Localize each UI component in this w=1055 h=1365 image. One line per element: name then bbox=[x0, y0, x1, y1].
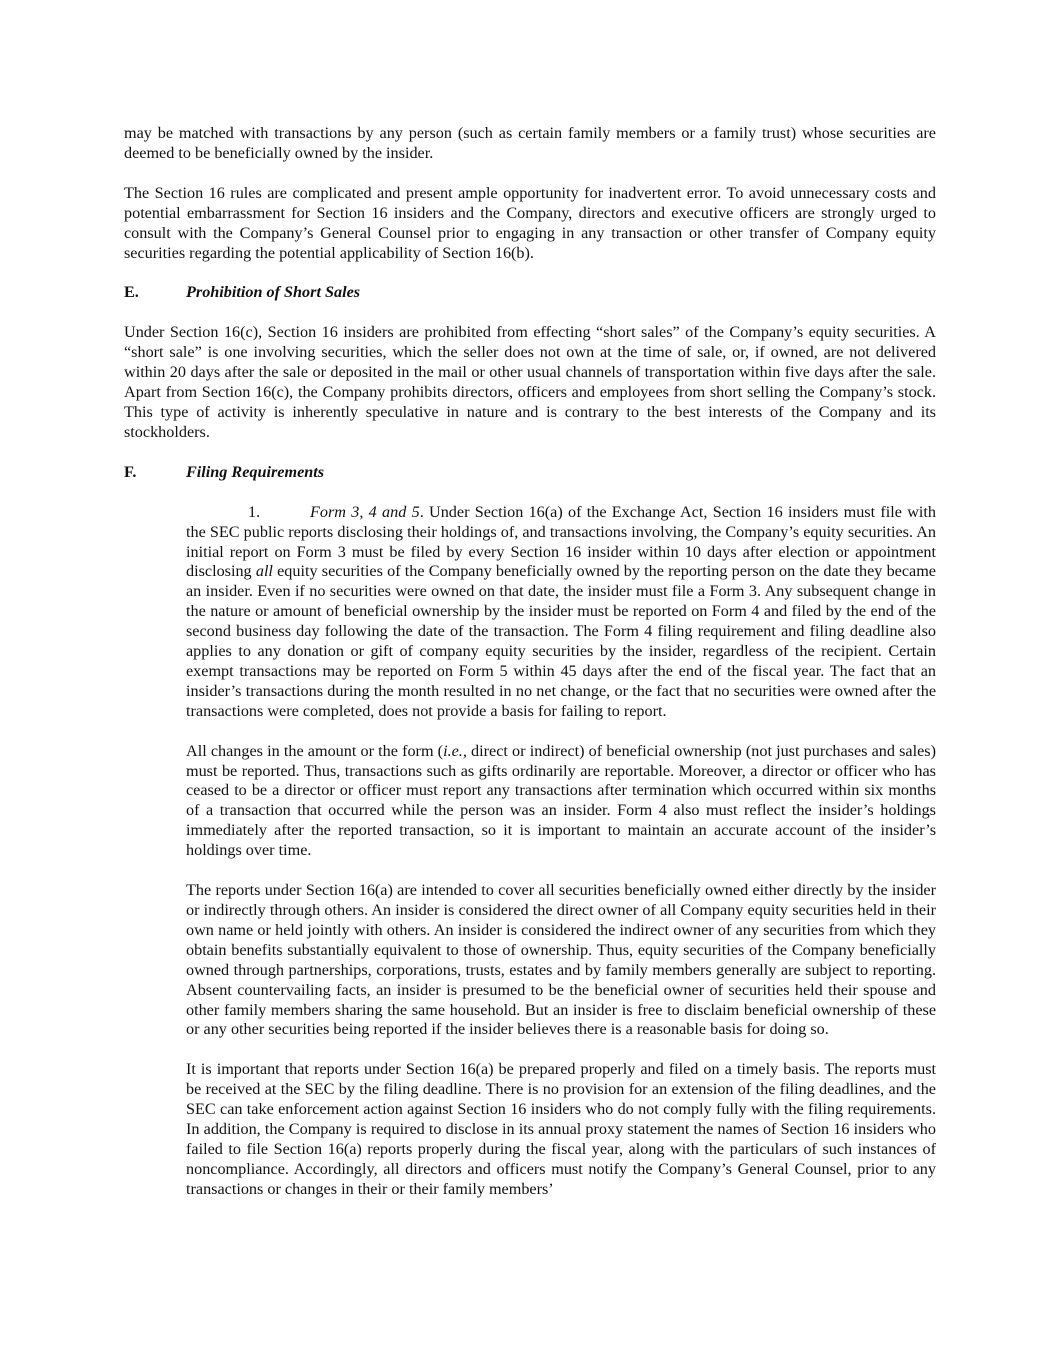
paragraph-section16-complicated: The Section 16 rules are complicated and present ample opportunity for inadvertent error. To avoid unnecessary costs and potential embarrassment for Section 16 insiders and the Company, directors and executive officers are strongly urged to consult with the Company’s General Counsel prior to engaging in any transaction or other transfer of Company equity securities regarding the potential applicability of Section 16(b). bbox=[124, 183, 936, 262]
item-number: 1. bbox=[248, 502, 261, 521]
paragraph-reports-coverage: The reports under Section 16(a) are intended to cover all securities beneficially owned either directly by the insider or indirectly through others. An insider is considered the direct owner of all Company equity securities held in their own name or held jointly with others. An insider is considered the indirect owner of any securities from which they obtain benefits substantially equivalent to those of ownership. Thus, equity securities of the Company beneficially owned through partnerships, corporations, trusts, estates and by family members generally are subject to reporting. Absent countervailing facts, an insider is presumed to be the beneficial owner of securities held their spouse and other family members sharing the same household. But an insider is free to disclaim beneficial ownership of these or any other securities being reported if the insider believes there is a reasonable basis for doing so. bbox=[186, 881, 936, 1039]
section-e-heading bbox=[124, 283, 936, 303]
section-e-title: Prohibition of Short Sales bbox=[186, 283, 361, 302]
section-f-body bbox=[186, 503, 936, 1200]
section-f-title: Filing Requirements bbox=[186, 462, 325, 481]
changes-rest: direct or indirect) of beneficial ownership (not just purchases and sales) must be reported. Thus, transactions such as gifts ordinarily are reportable. Moreover, a director or officer who has ceased to be a director or officer must report any transactions after termination which occurred within six months of a transaction that occurred while the person was an insider. Form 4 also must reflect the insider’s holdings immediately after the reported transaction, so it is important to maintain an accurate account of the insider’s holdings over time. bbox=[186, 741, 936, 860]
item-title: Form 3, 4 and 5 bbox=[310, 502, 420, 521]
item-body-a: . Under Section 16(a) of the Exchange Act, Section 16 insiders must file with the SEC public reports disclosing their holdings of, and transactions involving, the Company’s equity securities. An initial report on Form 3 must be filed by every Section 16 insider within 10 days after election or appointment disclosing bbox=[186, 502, 936, 581]
paragraph-form-3-4-5 bbox=[186, 503, 936, 722]
section-e-letter: E. bbox=[124, 283, 139, 302]
document-page bbox=[124, 124, 936, 1200]
changes-ie: i.e., bbox=[443, 741, 467, 760]
paragraph-short-sales: Under Section 16(c), Section 16 insiders are prohibited from effecting “short sales” of the Company’s equity securities. A “short sale” is one involving securities, which the seller does not own at the time of sale, or, if owned, are not delivered within 20 days after the sale or deposited in the mail or other usual channels of transportation within five days after the sale. Apart from Section 16(c), the Company prohibits directors, officers and employees from short selling the Company’s stock. This type of activity is inherently speculative in nature and is contrary to the best interests of the Company and its stockholders. bbox=[124, 323, 936, 441]
changes-lead: All changes in the amount or the form ( bbox=[186, 741, 444, 760]
item-emphasis-all: all bbox=[255, 562, 273, 581]
paragraph-all-changes bbox=[186, 742, 936, 861]
paragraph-intro: may be matched with transactions by any person (such as certain family members or a family trust) whose securities are deemed to be beneficially owned by the insider. bbox=[124, 124, 936, 162]
section-f-heading bbox=[124, 463, 936, 483]
item-body-b: equity securities of the Company beneficially owned by the reporting person on the date they became an insider. Even if no securities were owned on that date, the insider must file a Form 3. Any subsequent change in the nature or amount of beneficial ownership by the insider must be reported on Form 4 and filed by the end of the second business day following the date of the transaction. The Form 4 filing requirement and filing deadline also applies to any donation or gift of company equity securities by the insider, regardless of the recipient. Certain exempt transactions may be reported on Form 5 within 45 days after the end of the fiscal year. The fact that an insider’s transactions during the month resulted in no net change, or the fact that no securities were owned after the transactions were completed, does not provide a basis for failing to report. bbox=[186, 562, 936, 720]
paragraph-timely-filing: It is important that reports under Section 16(a) be prepared properly and filed on a timely basis. The reports must be received at the SEC by the filing deadline. There is no provision for an extension of the filing deadlines, and the SEC can take enforcement action against Section 16 insiders who do not comply fully with the filing requirements. In addition, the Company is required to disclose in its annual proxy statement the names of Section 16 insiders who failed to file Section 16(a) reports properly during the fiscal year, along with the particulars of such instances of noncompliance. Accordingly, all directors and officers must notify the Company’s General Counsel, prior to any transactions or changes in their or their family members’ bbox=[186, 1060, 936, 1198]
section-f-letter: F. bbox=[124, 462, 137, 481]
